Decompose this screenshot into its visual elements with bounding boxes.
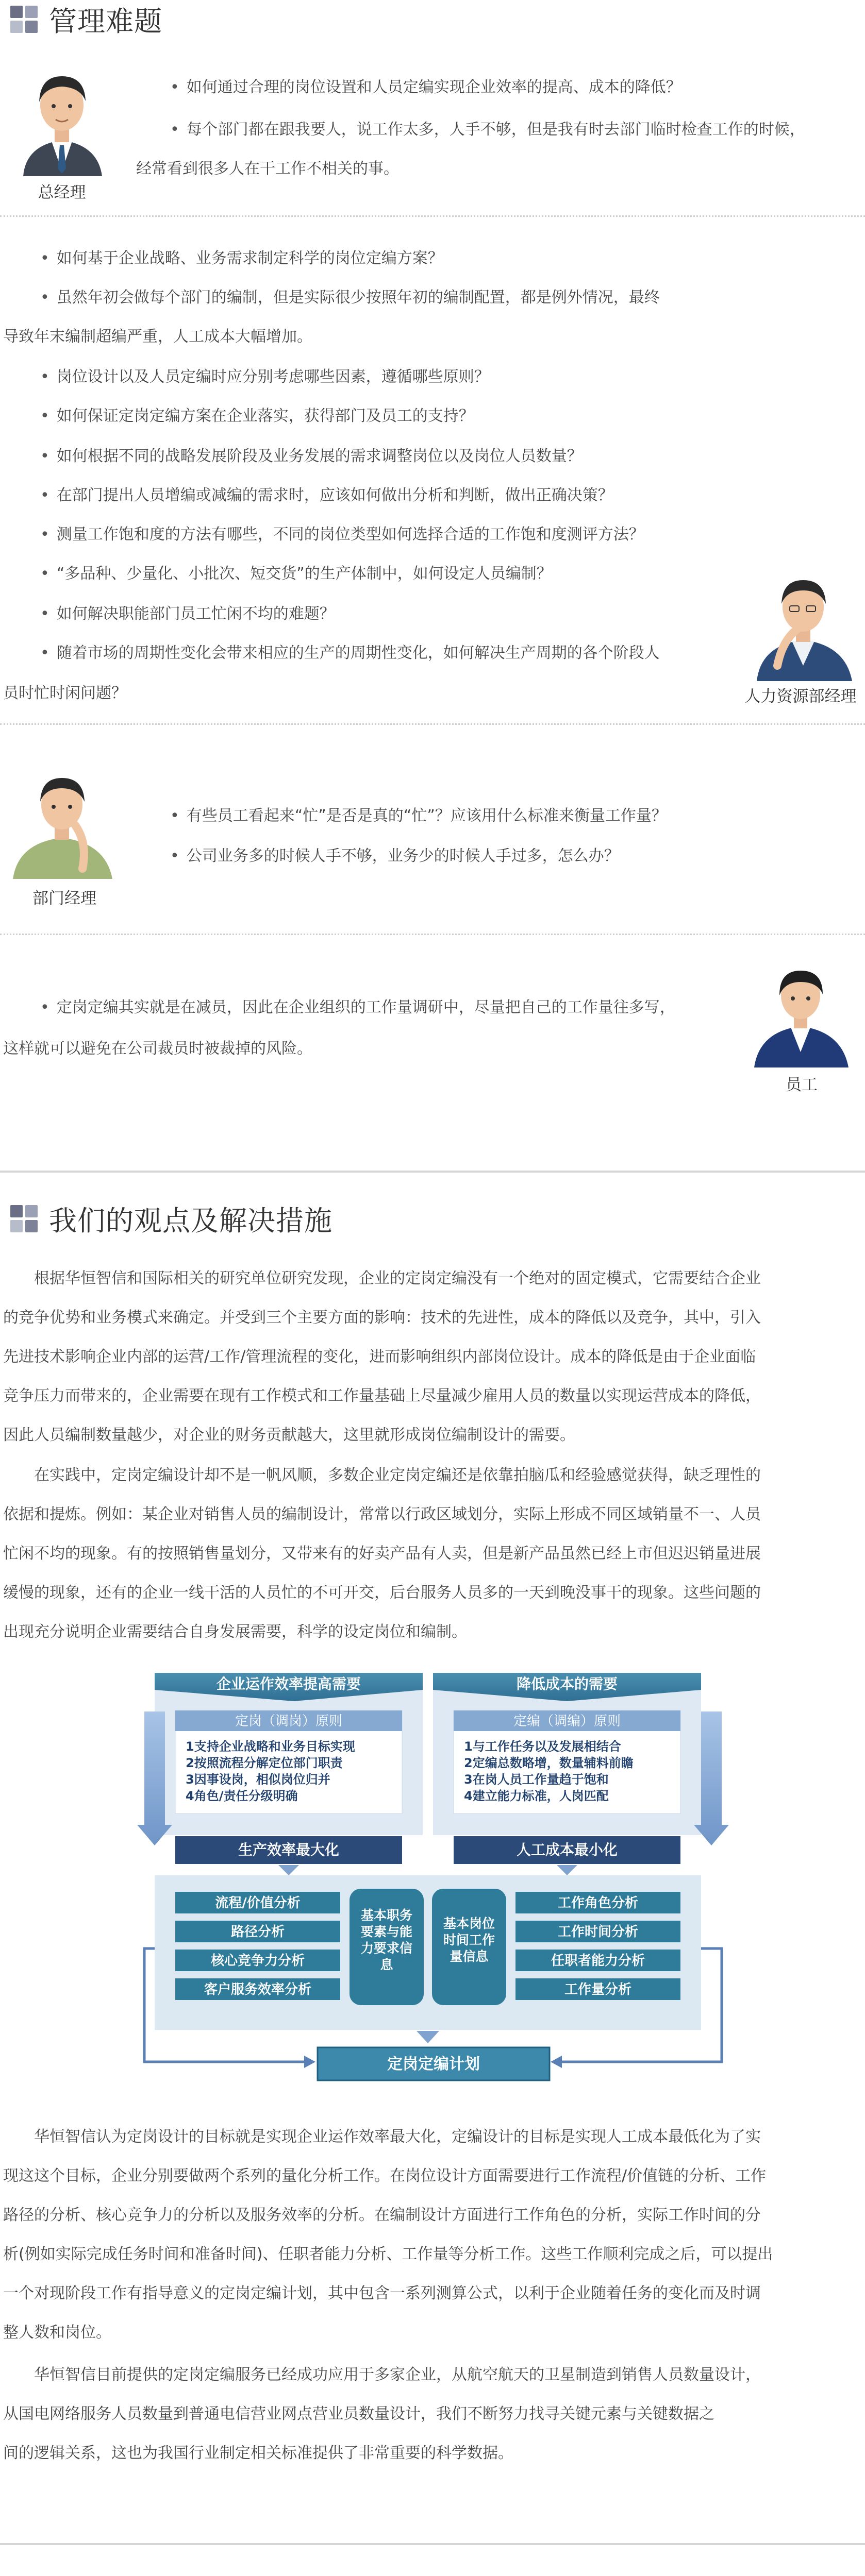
paragraph-line: 根据华恒智信和国际相关的研究单位研究发现，企业的定岗定编没有一个绝对的固定模式，它需要结合企业 [3, 1269, 761, 1287]
center-left-line-4: 息 [380, 1957, 393, 1972]
section-title-viewpoint [10, 1199, 332, 1238]
section-title-value [10, 2574, 247, 2576]
department-manager-illustration [5, 760, 119, 879]
right-goal: 人工成本最小化 [516, 1841, 618, 1858]
paragraph-line: 缓慢的现象，还有的企业一线干活的人员忙的不可开交，后台服务人员多的一天到晚没事干的现象。这些问题的 [3, 1584, 761, 1602]
paragraph-line: 一个对现阶段工作有指导意义的定岗定编计划，其中包含一系列测算公式，以利于企业随着任务的变化而及时调 [3, 2284, 761, 2302]
section-title-problems [10, 0, 162, 38]
left-principle-3: 3因事设岗，相似岗位归并 [186, 1772, 330, 1787]
paragraph-line: 因此人员编制数量越少，对企业的财务贡献越大，这里就形成岗位编制设计的需要。 [3, 1426, 575, 1444]
divider [0, 723, 865, 725]
left-header-text: 企业运作效率提高需要 [216, 1675, 361, 1692]
paragraph-line: 华恒智信认为定岗设计的目标就是实现企业运作效率最大化，定编设计的目标是实现人工成本最低化为了实 [3, 2128, 761, 2146]
hr-question-10-cont: 员时忙时闲问题？ [3, 684, 127, 702]
general-manager-illustration [10, 58, 113, 176]
left-principle-1: 1支持企业战略和业务目标实现 [186, 1739, 355, 1754]
employee-illustration [746, 959, 855, 1067]
hr-question-5: • 如何根据不同的战略发展阶段及业务发展的需求调整岗位以及岗位人员数量？ [40, 446, 583, 467]
hr-question-8: • “多品种、少量化、小批次、短交货”的生产体制中，如何设定人员编制？ [40, 564, 552, 584]
paragraph-line: 在实践中，定岗定编设计却不是一帆风顺，多数企业定岗定编还是依靠拍脑瓜和经验感觉获得，缺乏理性的 [3, 1466, 761, 1484]
section-title-text: 我们的观点及解决措施 [49, 1204, 332, 1237]
left-item-2: 路径分析 [230, 1924, 285, 1940]
section-title-text: 管理难题 [49, 5, 162, 38]
paragraph-4 [3, 2355, 761, 2473]
hr-question-4: • 如何保证定岗定编方案在企业落实，获得部门及员工的支持？ [40, 406, 474, 427]
paragraph-line: 忙闲不均的现象。有的按照销售量划分，又带来有的好卖产品有人卖，但是新产品虽然已经上市但迟迟销量进展 [3, 1545, 761, 1563]
bottom-plan: 定岗定编计划 [387, 2055, 480, 2073]
center-left-line-2: 要素与能 [360, 1924, 413, 1939]
paragraph-line: 从国电网络服务人员数量到普通电信营业网点营业员数量设计，我们不断努力找寻关键元素与关键数据之 [3, 2405, 714, 2423]
paragraph-1 [3, 1259, 761, 1455]
paragraph-line: 现这这个目标，企业分别要做两个系列的量化分析工作。在岗位设计方面需要进行工作流程/价值链的分析、工作 [3, 2167, 767, 2185]
role-general-manager: 总经理 [38, 183, 86, 202]
left-principle-2: 2按照流程分解定位部门职责 [186, 1756, 343, 1770]
hr-question-7: • 测量工作饱和度的方法有哪些，不同的岗位类型如何选择合适的工作饱和度测评方法？ [40, 524, 644, 545]
right-principle-1: 1与工作任务以及发展相结合 [464, 1739, 621, 1754]
paragraph-3 [3, 2117, 773, 2352]
paragraph-line: 先进技术影响企业内部的运营/工作/管理流程的变化，进而影响组织内部岗位设计。成本的降低是由于企业面临 [3, 1348, 756, 1366]
hr-question-2-cont: 导致年末编制超编严重，人工成本大幅增加。 [3, 328, 312, 346]
right-item-3: 任职者能力分析 [551, 1953, 645, 1969]
hr-manager-illustration [746, 563, 860, 681]
right-item-4: 工作量分析 [564, 1982, 632, 1997]
right-principle-2: 2定编总数略增，数量辅料前瞻 [464, 1756, 634, 1770]
squares-icon [10, 1205, 38, 1232]
paragraph-line: 间的逻辑关系，这也为我国行业制定相关标准提供了非常重要的科学数据。 [3, 2444, 513, 2462]
gm-question-2: • 每个部门都在跟我要人，说工作太多，人手不够，但是我有时去部门临时检查工作的时候， [170, 120, 805, 140]
left-principle-title: 定岗（调岗）原则 [235, 1714, 343, 1729]
paragraph-line: 整人数和岗位。 [3, 2324, 111, 2342]
dept-question-2: • 公司业务多的时候人手不够，业务少的时候人手过多，怎么办？ [170, 846, 620, 867]
squares-icon [10, 6, 38, 33]
right-item-1: 工作角色分析 [557, 1895, 639, 1911]
left-item-3: 核心竞争力分析 [210, 1953, 305, 1969]
right-principle-3: 3在岗人员工作量趋于饱和 [464, 1772, 609, 1787]
paragraph-line: 析(例如实际完成任务时间和准备时间)、任职者能力分析、工作量等分析工作。这些工作顺利完成之后，可以提出 [3, 2245, 773, 2263]
center-right-line-1: 基本岗位 [443, 1916, 495, 1931]
gm-question-1: • 如何通过合理的岗位设置和人员定编实现企业效率的提高、成本的降低？ [170, 77, 681, 98]
section-divider [0, 2543, 865, 2545]
hr-question-2: • 虽然年初会做每个部门的编制，但是实际很少按照年初的编制配置，都是例外情况，最终 [40, 287, 660, 308]
role-department-manager: 部门经理 [32, 889, 96, 908]
section-divider [0, 1171, 865, 1173]
paragraph-line: 路径的分析、核心竞争力的分析以及服务效率的分析。在编制设计方面进行工作角色的分析，实际工作时间的分 [3, 2206, 761, 2224]
divider [0, 215, 865, 217]
paragraph-line: 的竞争优势和业务模式来确定。并受到三个主要方面的影响：技术的先进性，成本的降低以及竞争，其中，引入 [3, 1309, 761, 1327]
center-right-line-2: 时间工作 [443, 1933, 495, 1947]
center-right-line-3: 量信息 [450, 1949, 489, 1964]
employee-thought-1-cont: 这样就可以避免在公司裁员时被裁掉的风险。 [3, 1040, 312, 1058]
left-item-1: 流程/价值分析 [215, 1895, 301, 1911]
hr-question-10: • 随着市场的周期性变化会带来相应的生产的周期性变化，如何解决生产周期的各个阶段人 [40, 643, 660, 664]
dept-question-1: • 有些员工看起来“忙”是否是真的“忙”？应该用什么标准来衡量工作量？ [170, 806, 667, 826]
paragraph-line: 竞争压力而带来的，企业需要在现有工作模式和工作量基础上尽量减少雇用人员的数量以实现运营成本的降低， [3, 1387, 761, 1405]
paragraph-2 [3, 1456, 761, 1652]
hr-question-3: • 岗位设计以及人员定编时应分别考虑哪些因素，遵循哪些原则？ [40, 367, 490, 387]
center-left-line-3: 力要求信 [360, 1941, 413, 1956]
right-principle-4: 4建立能力标准，人岗匹配 [464, 1789, 609, 1803]
hr-question-9: • 如何解决职能部门员工忙闲不均的难题？ [40, 604, 335, 624]
section-title-text [49, 2573, 247, 2576]
gm-question-2-cont: 经常看到很多人在干工作不相关的事。 [136, 160, 399, 178]
paragraph-line: 华恒智信目前提供的定岗定编服务已经成功应用于多家企业，从航空航天的卫星制造到销售人员数量设计， [3, 2366, 761, 2384]
left-item-4: 客户服务效率分析 [204, 1982, 312, 1997]
hr-question-1: • 如何基于企业战略、业务需求制定科学的岗位定编方案？ [40, 248, 443, 269]
role-employee: 员工 [786, 1076, 818, 1094]
paragraph-line: 依据和提炼。例如：某企业对销售人员的编制设计，常常以行政区域划分，实际上形成不同区域销量不一、人员 [3, 1505, 761, 1523]
employee-thought-1: • 定岗定编其实就是在减员，因此在企业组织的工作量调研中，尽量把自己的工作量往多写， [40, 997, 675, 1018]
paragraph-line: 出现充分说明企业需要结合自身发展需要，科学的设定岗位和编制。 [3, 1623, 467, 1641]
right-item-2: 工作时间分析 [557, 1924, 639, 1940]
center-left-line-1: 基本职务 [360, 1908, 413, 1923]
right-principle-title: 定编（调编）原则 [513, 1714, 621, 1729]
hr-question-6: • 在部门提出人员增编或减编的需求时，应该如何做出分析和判断，做出正确决策？ [40, 485, 613, 506]
position-staffing-diagram [134, 1670, 732, 2098]
left-principle-4: 4角色/责任分级明确 [186, 1789, 298, 1803]
divider [0, 934, 865, 935]
left-goal: 生产效率最大化 [238, 1841, 340, 1858]
right-header-text: 降低成本的需要 [516, 1675, 618, 1692]
role-hr-manager: 人力资源部经理 [744, 687, 857, 706]
